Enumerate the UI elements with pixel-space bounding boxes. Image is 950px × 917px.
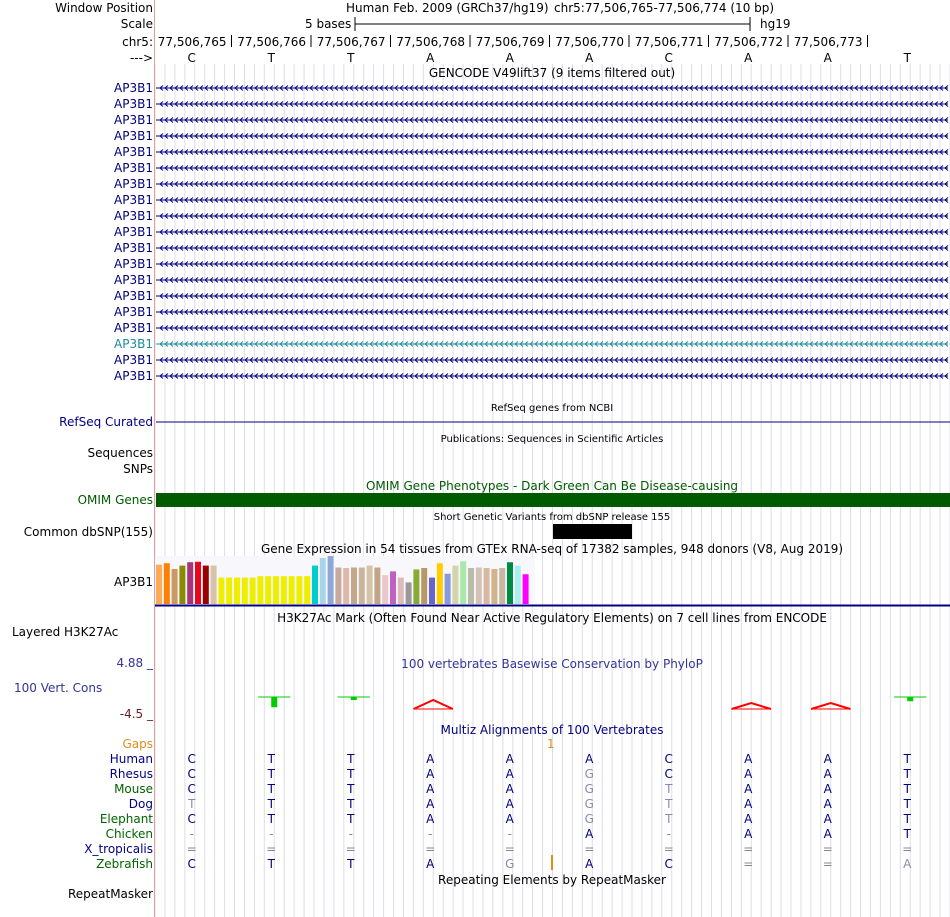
aligned-base: T [347,812,355,826]
aligned-base: T [903,812,911,826]
pubs-snps-label[interactable]: SNPs [123,462,153,476]
aligned-base: = [743,857,754,871]
gtex-tissue-bar [281,576,287,604]
aligned-base: G [584,767,594,781]
dbsnp-track-title: Short Genetic Variants from dbSNP release 155 [433,512,671,523]
aligned-base: = [186,842,197,856]
aligned-base: A [744,827,753,841]
aligned-base: A [823,827,832,841]
phylop-min-label: -4.5 _ [119,707,153,721]
aligned-base: A [903,857,912,871]
aligned-base: - [507,827,512,841]
refseq-track-label[interactable]: RefSeq Curated [59,415,153,429]
coordinate-label: 77,506,766 [237,35,306,49]
gtex-tissue-bar [523,574,529,604]
aligned-base: C [664,752,673,766]
aligned-base: C [187,782,196,796]
gtex-tissue-bar [328,556,334,604]
gencode-transcript-label[interactable]: AP3B1 [114,257,153,271]
gtex-tissue-bar [390,571,396,604]
gtex-tissue-bar [187,562,193,604]
gtex-tissue-bar [179,566,185,604]
strand-label: ---> [129,51,153,65]
aligned-base: - [348,827,353,841]
aligned-base: A [744,767,753,781]
species-label[interactable]: Elephant [99,812,153,826]
gencode-transcript-label[interactable]: AP3B1 [114,241,153,255]
species-label[interactable]: Human [109,752,153,766]
coordinate-label: 77,506,767 [316,35,386,49]
position-text: chr5:77,506,765-77,506,774 (10 bp) [554,1,775,15]
coordinate-label: 77,506,771 [634,35,704,49]
gtex-tissue-bar [491,569,497,604]
gtex-tissue-bar [452,566,458,604]
aligned-base: T [665,812,673,826]
gtex-tissue-bar [335,568,341,604]
aligned-base: - [189,827,194,841]
aligned-base: C [187,857,196,871]
aligned-base: A [744,812,753,826]
gtex-tissue-bar [374,568,380,604]
scale-text: 5 bases [305,17,352,31]
species-label[interactable]: Dog [128,797,153,811]
phylop-positive-mark [732,703,771,709]
gtex-tissue-bar [445,574,451,604]
aligned-base: A [585,857,594,871]
aligned-base: A [585,752,594,766]
omim-gene-bar [156,493,950,507]
species-label[interactable]: Chicken [105,827,153,841]
aligned-base: = [822,842,833,856]
gtex-tissue-bar [359,568,365,604]
gencode-transcript-label[interactable]: AP3B1 [114,193,153,207]
sequence-base: A [505,51,514,65]
aligned-base: A [744,782,753,796]
aligned-base: = [902,842,913,856]
assembly-text: Human Feb. 2009 (GRCh37/hg19) [346,1,549,15]
scale-label: Scale [120,17,153,31]
dbsnp-track-label[interactable]: Common dbSNP(155) [23,525,153,539]
gencode-transcript-label[interactable]: AP3B1 [114,353,153,367]
aligned-base: A [505,767,514,781]
gtex-tissue-bar [156,565,162,604]
aligned-base: G [584,812,594,826]
gencode-track-title: GENCODE V49lift37 (9 items filtered out) [428,66,676,80]
aligned-base: = [345,842,356,856]
aligned-base: G [505,857,515,871]
gtex-tissue-bar [234,578,240,604]
gtex-tissue-bar [257,576,263,604]
sequence-base: T [347,51,355,65]
sequence-base: A [823,51,832,65]
aligned-base: A [744,752,753,766]
aligned-base: A [426,812,435,826]
aligned-base: = [584,842,595,856]
gtex-tissue-bar [398,578,404,604]
aligned-base: T [347,752,355,766]
gtex-tissue-bar [460,561,466,604]
aligned-base: C [187,752,196,766]
aligned-base: A [505,797,514,811]
sequence-base: A [585,51,594,65]
omim-track-label[interactable]: OMIM Genes [77,493,153,507]
aligned-base: = [504,842,515,856]
repeatmasker-track-title: Repeating Elements by RepeatMasker [438,873,666,887]
gencode-transcript-label[interactable]: AP3B1 [114,129,153,143]
gtex-tissue-bar [367,566,373,604]
phylop-negative-mark [907,697,913,701]
aligned-base: A [823,812,832,826]
aligned-base: T [347,782,355,796]
gtex-tissue-bar [203,566,209,604]
coordinate-label: 77,506,769 [475,35,545,49]
aligned-base: T [903,797,911,811]
aligned-base: A [505,752,514,766]
aligned-base: T [267,752,275,766]
gtex-tissue-bar [226,578,232,604]
multiz-track-title: Multiz Alignments of 100 Vertebrates [440,723,664,737]
gtex-tissue-bar [211,566,217,604]
aligned-base: A [744,797,753,811]
aligned-base: A [505,812,514,826]
aligned-base: C [664,767,673,781]
aligned-base: T [188,797,196,811]
aligned-base: G [584,782,594,796]
phylop-track-label[interactable]: 100 Vert. Cons [14,681,103,695]
aligned-base: A [585,827,594,841]
gencode-transcript-label[interactable]: AP3B1 [114,113,153,127]
aligned-base: - [666,827,671,841]
gtex-tissue-bar [343,568,349,604]
gtex-track-label[interactable]: AP3B1 [114,575,153,589]
phylop-negative-mark [271,697,277,707]
gencode-transcript-label[interactable]: AP3B1 [114,273,153,287]
gencode-transcript-label[interactable]: AP3B1 [114,225,153,239]
aligned-base: T [347,797,355,811]
sequence-base: A [426,51,435,65]
gencode-transcript-label[interactable]: AP3B1 [114,369,153,383]
gtex-tissue-bar [484,568,490,604]
gtex-tissue-bar [164,563,170,604]
repeatmasker-track-label[interactable]: RepeatMasker [67,887,153,901]
aligned-base: - [428,827,433,841]
aligned-base: A [426,782,435,796]
gtex-tissue-bar [468,568,474,604]
gtex-tissue-bar [515,566,521,604]
gencode-transcript-label[interactable]: AP3B1 [114,305,153,319]
phylop-positive-mark [811,703,850,709]
phylop-track-title: 100 vertebrates Basewise Conservation by PhyloP [401,657,703,671]
aligned-base: T [267,797,275,811]
scale-db: hg19 [760,17,791,31]
gtex-tissue-bar [312,566,318,604]
aligned-base: T [903,827,911,841]
species-label[interactable]: X_tropicalis [84,842,153,856]
aligned-base: T [903,752,911,766]
gtex-tissue-bar [320,558,326,604]
species-label[interactable]: Rhesus [109,767,153,781]
aligned-base: T [267,767,275,781]
gtex-tissue-bar [382,575,388,604]
omim-track-title: OMIM Gene Phenotypes - Dark Green Can Be Disease-causing [365,479,739,493]
coordinate-label: 77,506,768 [396,35,465,49]
coordinate-label: 77,506,770 [555,35,624,49]
sequence-base: T [903,51,911,65]
aligned-base: A [505,782,514,796]
gtex-tissue-bar [507,562,513,604]
aligned-base: A [426,797,435,811]
window-position-label: Window Position [55,1,153,15]
aligned-base: A [823,752,832,766]
aligned-base: A [823,767,832,781]
gencode-transcript-label[interactable]: AP3B1 [114,161,153,175]
sequence-base: T [267,51,275,65]
gtex-tissue-bar [413,569,419,604]
pubs-track-title: Publications: Sequences in Scientific Articles [440,434,664,445]
gencode-transcript-label[interactable]: AP3B1 [114,145,153,159]
dbsnp-variant [553,524,632,539]
aligned-base: T [347,767,355,781]
aligned-base: T [267,857,275,871]
gtex-tissue-bar [195,562,201,604]
aligned-base: = [425,842,436,856]
chrom-label: chr5: [122,35,153,49]
h3k27ac-track-title: H3K27Ac Mark (Often Found Near Active Regulatory Elements) on 7 cell lines from ENCODE [277,611,827,625]
aligned-base: = [663,842,674,856]
gaps-label[interactable]: Gaps [122,737,153,751]
aligned-base: T [267,812,275,826]
aligned-base: T [903,767,911,781]
phylop-negative-mark [351,697,357,700]
gtex-tissue-bar [351,568,357,604]
aligned-base: C [187,767,196,781]
gtex-tissue-bar [421,568,427,604]
aligned-base: G [584,797,594,811]
aligned-base: A [823,782,832,796]
gtex-tissue-bar [304,576,310,604]
gtex-tissue-bar [429,578,435,604]
gtex-tissue-bar [265,576,271,604]
aligned-base: A [426,857,435,871]
phylop-positive-mark [414,700,453,709]
aligned-base: A [426,767,435,781]
gtex-tissue-bar [499,568,505,604]
gencode-transcript-label[interactable]: AP3B1 [114,177,153,191]
species-label[interactable]: Zebrafish [96,857,153,871]
gtex-tissue-bar [273,576,279,604]
gencode-transcript-label[interactable]: AP3B1 [114,81,153,95]
aligned-base: C [187,812,196,826]
phylop-max-label: 4.88 _ [116,656,153,670]
gap-count: 1 [547,737,555,751]
gtex-tissue-bar [289,576,295,604]
gtex-tissue-bar [406,582,412,604]
gencode-transcript-label[interactable]: AP3B1 [114,289,153,303]
aligned-base: T [903,782,911,796]
gtex-tissue-bar [242,578,248,604]
aligned-base: A [426,752,435,766]
coordinate-label: 77,506,773 [793,35,863,49]
aligned-base: T [665,797,673,811]
h3k27ac-track-label[interactable]: Layered H3K27Ac [12,625,119,639]
sequence-base: C [187,51,196,65]
gtex-tissue-bar [476,568,482,604]
gtex-tissue-bar [218,578,224,604]
coordinate-label: 77,506,772 [714,35,783,49]
aligned-base: = [266,842,277,856]
aligned-base: = [743,842,754,856]
sequence-base: C [664,51,673,65]
gtex-track-title: Gene Expression in 54 tissues from GTEx RNA-seq of 17382 samples, 948 donors (V8, Aug 2019) [260,542,844,556]
species-label[interactable]: Mouse [114,782,153,796]
gencode-transcript-label[interactable]: AP3B1 [114,321,153,335]
gencode-transcript-label[interactable]: AP3B1 [114,97,153,111]
gencode-transcript-label[interactable]: AP3B1 [114,209,153,223]
gtex-tissue-bar [172,569,178,604]
aligned-base: C [664,857,673,871]
aligned-base: T [347,857,355,871]
aligned-base: = [822,857,833,871]
gtex-tissue-bar [437,563,443,604]
aligned-base: T [267,782,275,796]
aligned-base: A [823,797,832,811]
aligned-base: - [269,827,274,841]
refseq-track-title: RefSeq genes from NCBI [490,403,614,414]
gencode-transcript-label[interactable]: AP3B1 [114,337,153,351]
gtex-tissue-bar [250,578,256,604]
coordinate-label: 77,506,765 [157,35,227,49]
aligned-base: T [665,782,673,796]
sequence-base: A [744,51,753,65]
pubs-sequences-label[interactable]: Sequences [87,446,153,460]
gtex-tissue-bar [296,576,302,604]
